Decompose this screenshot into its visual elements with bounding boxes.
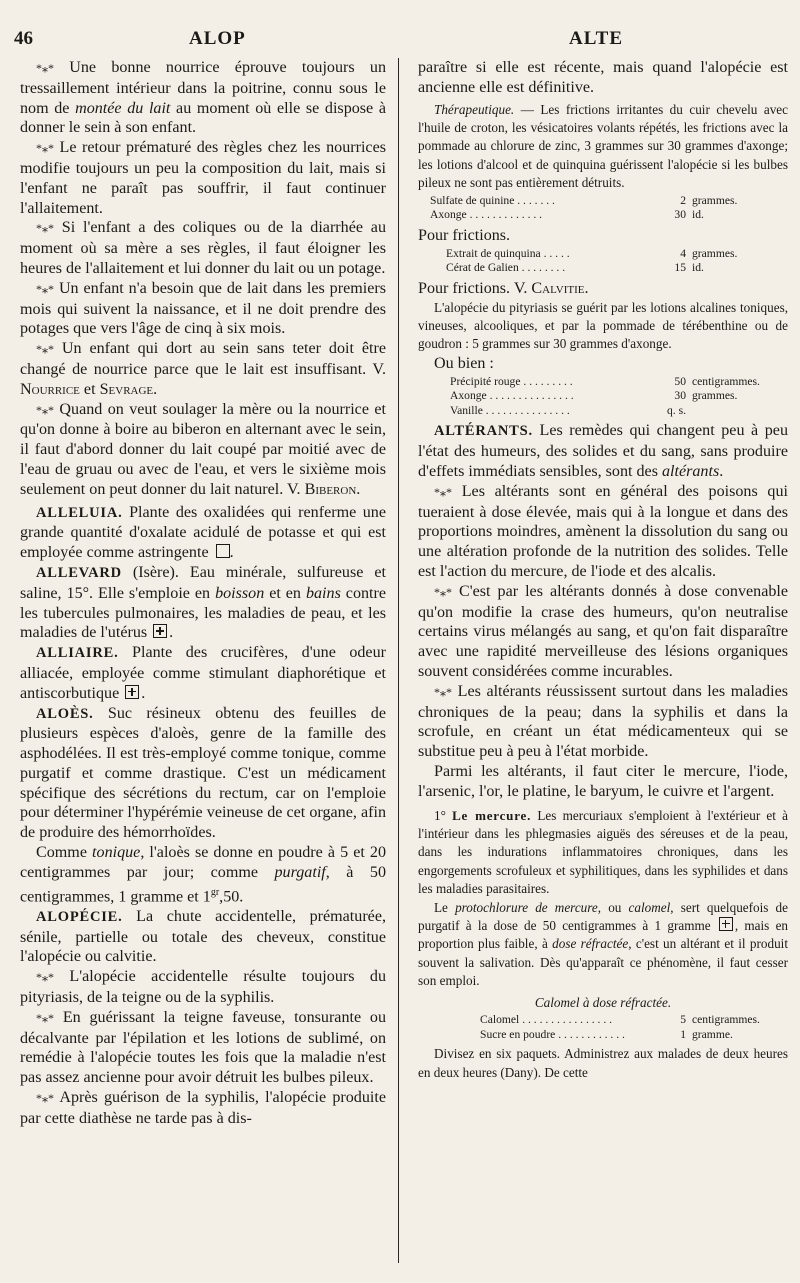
headword: ALOPÉCIE. xyxy=(36,908,123,925)
paragraph: *⁎* Un enfant n'a besoin que de lait dans les premiers mois qui suivent la naissance, et il ne doit prendre des potages que vers l'âge de cinq à six mois. xyxy=(20,279,386,338)
formula-table xyxy=(418,1013,788,1042)
headword: ALLIAIRE. xyxy=(36,645,119,662)
header-left-word: ALOP xyxy=(189,28,246,49)
entry-alleluia: ALLELUIA. Plante des oxalidées qui renferme une grande quantité d'oxalate acidulé de potasse et qui est employée comme astringente . xyxy=(20,503,386,562)
page-number: 46 xyxy=(14,28,33,49)
formula-row: Précipité rouge . . . . . . . . . 50 centigrammes. xyxy=(450,374,760,388)
plus-box-icon xyxy=(153,624,167,638)
paragraph: Le protochlorure de mercure, ou calomel, sert quelquefois de purgatif à la dose de 50 centigrammes à 1 gramme , mais en proportion plus faible, à dose réfractée, c'est un altérant et il produit souvent la salivation. Dès qu'apparaît ce phénomène, il faut cesser son emploi. xyxy=(418,899,789,989)
therapeutique-paragraph: Thérapeutique. — Les frictions irritantes du cuir chevelu avec l'huile de croton, les vésicatoires volants répétés, les frictions avec la pommade au chlorure de zinc, 3 grammes sur 30 grammes d'axonge; les lotions d'alcool et de quinquina guérissent l'alopécie si les bulbes pileux ne sont pas entièrement détruits. xyxy=(418,101,788,191)
paragraph: *⁎* Le retour prématuré des règles chez les nourrices modifie toujours un peu la composition du lait, mais si l'enfant ne paraît pas souffrir, il faut continuer l'allaitement. xyxy=(20,139,386,217)
entry-alopecie: ALOPÉCIE. La chute accidentelle, prématurée, sénile, partielle ou totale des cheveux, constitue l'alopécie ou calvitie. xyxy=(20,907,386,966)
paragraph: *⁎* Les altérants réussissent surtout dans les maladies chroniques de la peau; dans la syphilis et dans la scrofule, en créant un état médicamenteux qui se substitue peu à peu à l'état morbide. xyxy=(418,682,788,761)
cross-reference: Nourrice xyxy=(20,380,80,398)
headword: ALOÈS. xyxy=(36,705,94,722)
formula-row: Sucre en poudre . . . . . . . . . . . . 1 gramme. xyxy=(480,1027,733,1041)
paragraph: L'alopécie du pityriasis se guérit par les lotions alcalines toniques, vineuses, alcooliques, et par la pommade de térébenthine ou de goudron : 5 grammes sur 30 grammes d'axonge. xyxy=(418,299,788,352)
formula-table xyxy=(418,194,788,223)
cross-reference: Biberon xyxy=(304,480,357,498)
paragraph: Comme tonique, l'aloès se donne en poudre à 5 et 20 centigrammes par jour; comme purgatif, à 50 centigrammes, 1 gramme et $1^{gr},50$. xyxy=(20,844,386,906)
paragraph: *⁎* Les altérants sont en général des poisons qui tueraient à dose élevée, mais qui à la longue et dans des proportions moindres, amènent la dissolution du sang ou une altération profonde de la nutrition des solides. Telle est l'action du mercure, de l'iode et des alcalis. xyxy=(418,482,788,580)
formula-row: Sulfate de quinine . . . . . . . 2 grammes. xyxy=(430,193,738,207)
paragraph: *⁎* Quand on veut soulager la mère ou la nourrice et qu'on donne à boire au biberon en alternant avec le sein, il faut d'abord donner du lait coupé par moitié avec de l'eau de gruau ou avec de l'eau, et vers le sixième mois seulement on peut donner du lait naturel. V. Biberon. xyxy=(20,400,386,498)
headword: ALTÉRANTS. xyxy=(434,423,533,440)
plus-box-icon xyxy=(125,685,139,699)
paragraph: paraître si elle est récente, mais quand l'alopécie est ancienne elle est définitive. xyxy=(418,59,788,96)
paragraph: Ou bien : xyxy=(434,354,494,372)
plus-box-icon xyxy=(719,917,733,931)
formula-title: Calomel à dose réfractée. xyxy=(534,994,672,1010)
formula-row: Extrait de quinquina . . . . . 4 grammes. xyxy=(446,246,738,260)
left-column xyxy=(20,58,386,1129)
formula-table xyxy=(418,375,788,419)
cross-reference: Calvitie xyxy=(531,279,585,297)
header-right-word: ALTE xyxy=(569,28,623,49)
entry-mercure: 1° Le mercure. Les mercuriaux s'emploient à l'extérieur et à l'intérieur dans les phlegmasies aiguës des séreuses et de la peau, dans les indurations inflammatoires chroniques, dans les engorgements scrofuleux et syphilitiques, dans les syphilides et dans les maladies parasitaires. xyxy=(418,807,788,897)
paragraph: *⁎* L'alopécie accidentelle résulte toujours du pityriasis, de la teigne ou de la syphilis. xyxy=(20,968,386,1007)
cross-reference: Sevrage xyxy=(99,380,154,398)
formula-usage: Pour frictions. V. Calvitie. xyxy=(418,279,589,297)
entry-alliaire: ALLIAIRE. Plante des crucifères, d'une odeur alliacée, employée comme stimulant diaphorétique et antiscorbutique . xyxy=(20,644,386,702)
paragraph: Parmi les altérants, il faut citer le mercure, l'iode, l'arsenic, l'or, le platine, le baryum, le cuivre et l'argent. xyxy=(418,762,788,800)
headword: Le mercure. xyxy=(452,807,532,823)
paragraph: *⁎* Après guérison de la syphilis, l'alopécie produite par cette diathèse ne tarde pas à dis- xyxy=(20,1089,386,1127)
formula-row: Axonge . . . . . . . . . . . . . 30 id. xyxy=(430,208,704,222)
column-divider xyxy=(398,58,399,1263)
formula-row: Vanille . . . . . . . . . . . . . . . q. s. xyxy=(450,403,686,417)
headword: ALLEVARD xyxy=(36,564,122,581)
formula-table xyxy=(418,247,788,276)
paragraph: Divisez en six paquets. Administrez aux malades de deux heures en deux heures (Dany). De cette xyxy=(418,1046,788,1080)
square-symbol-icon xyxy=(216,544,230,558)
paragraph: *⁎* Si l'enfant a des coliques ou de la diarrhée au moment où sa mère a ses règles, il faut éloigner les heures de l'allaitement et lui donner du lait ou un potage. xyxy=(20,219,386,277)
paragraph: *⁎* En guérissant la teigne faveuse, tonsurante ou décalvante par l'épilation et les lotions de sublimé, on remédie à l'alopécie toutes les fois que la maladie n'est pas assez ancienne pour avoir détruit les bulbes pileux. xyxy=(20,1008,386,1087)
paragraph: *⁎* C'est par les altérants donnés à dose convenable qu'on modifie la crase des humeurs, qu'on neutralise certains virus mélangés au sang, et qu'on fait disparaître avec une rapidité merveilleuse des lésions organiques souvent considérées comme incurables. xyxy=(418,582,788,680)
entry-alterants: ALTÉRANTS. Les remèdes qui changent peu à peu l'état des humeurs, des solides et du sang, sans produire d'effets immédiats sensibles, sont des altérants. xyxy=(418,422,788,480)
headword: ALLELUIA. xyxy=(36,504,123,521)
paragraph: *⁎* Un enfant qui dort au sein sans teter doit être changé de nourrice parce que le lait est insuffisant. V. Nourrice et Sevrage. xyxy=(20,340,386,398)
paragraph: *⁎* Une bonne nourrice éprouve toujours un tressaillement intérieur dans la poitrine, connu sous le nom de montée du lait au moment où elle se dispose à donner le sein à son enfant. xyxy=(20,59,386,137)
right-column xyxy=(418,58,788,1082)
entry-aloes: ALOÈS. Suc résineux obtenu des feuilles de plusieurs espèces d'aloès, genre de la famille des asphodélées. Il est très-employé comme tonique, comme purgatif et comme drastique. C'est un médicament spécifique des sécrétions du rectum, car on l'emploie pour déterminer l'hypérémie veineuse de cet organe, afin de produire des hémorrhoïdes. xyxy=(20,704,386,842)
formula-row: Calomel . . . . . . . . . . . . . . . . 5 centigrammes. xyxy=(480,1013,760,1026)
formula-row: Cérat de Galien . . . . . . . . 15 id. xyxy=(446,261,704,275)
running-header xyxy=(14,28,786,52)
formula-row: Axonge . . . . . . . . . . . . . . . 30 grammes. xyxy=(450,389,738,403)
formula-usage: Pour frictions. xyxy=(418,226,511,244)
entry-allevard: ALLEVARD (Isère). Eau minérale, sulfureuse et saline, 15°. Elle s'emploie en boisson et en bains contre les tubercules pulmonaires, les maladies de peau, et les maladies de l'utérus . xyxy=(20,563,387,642)
